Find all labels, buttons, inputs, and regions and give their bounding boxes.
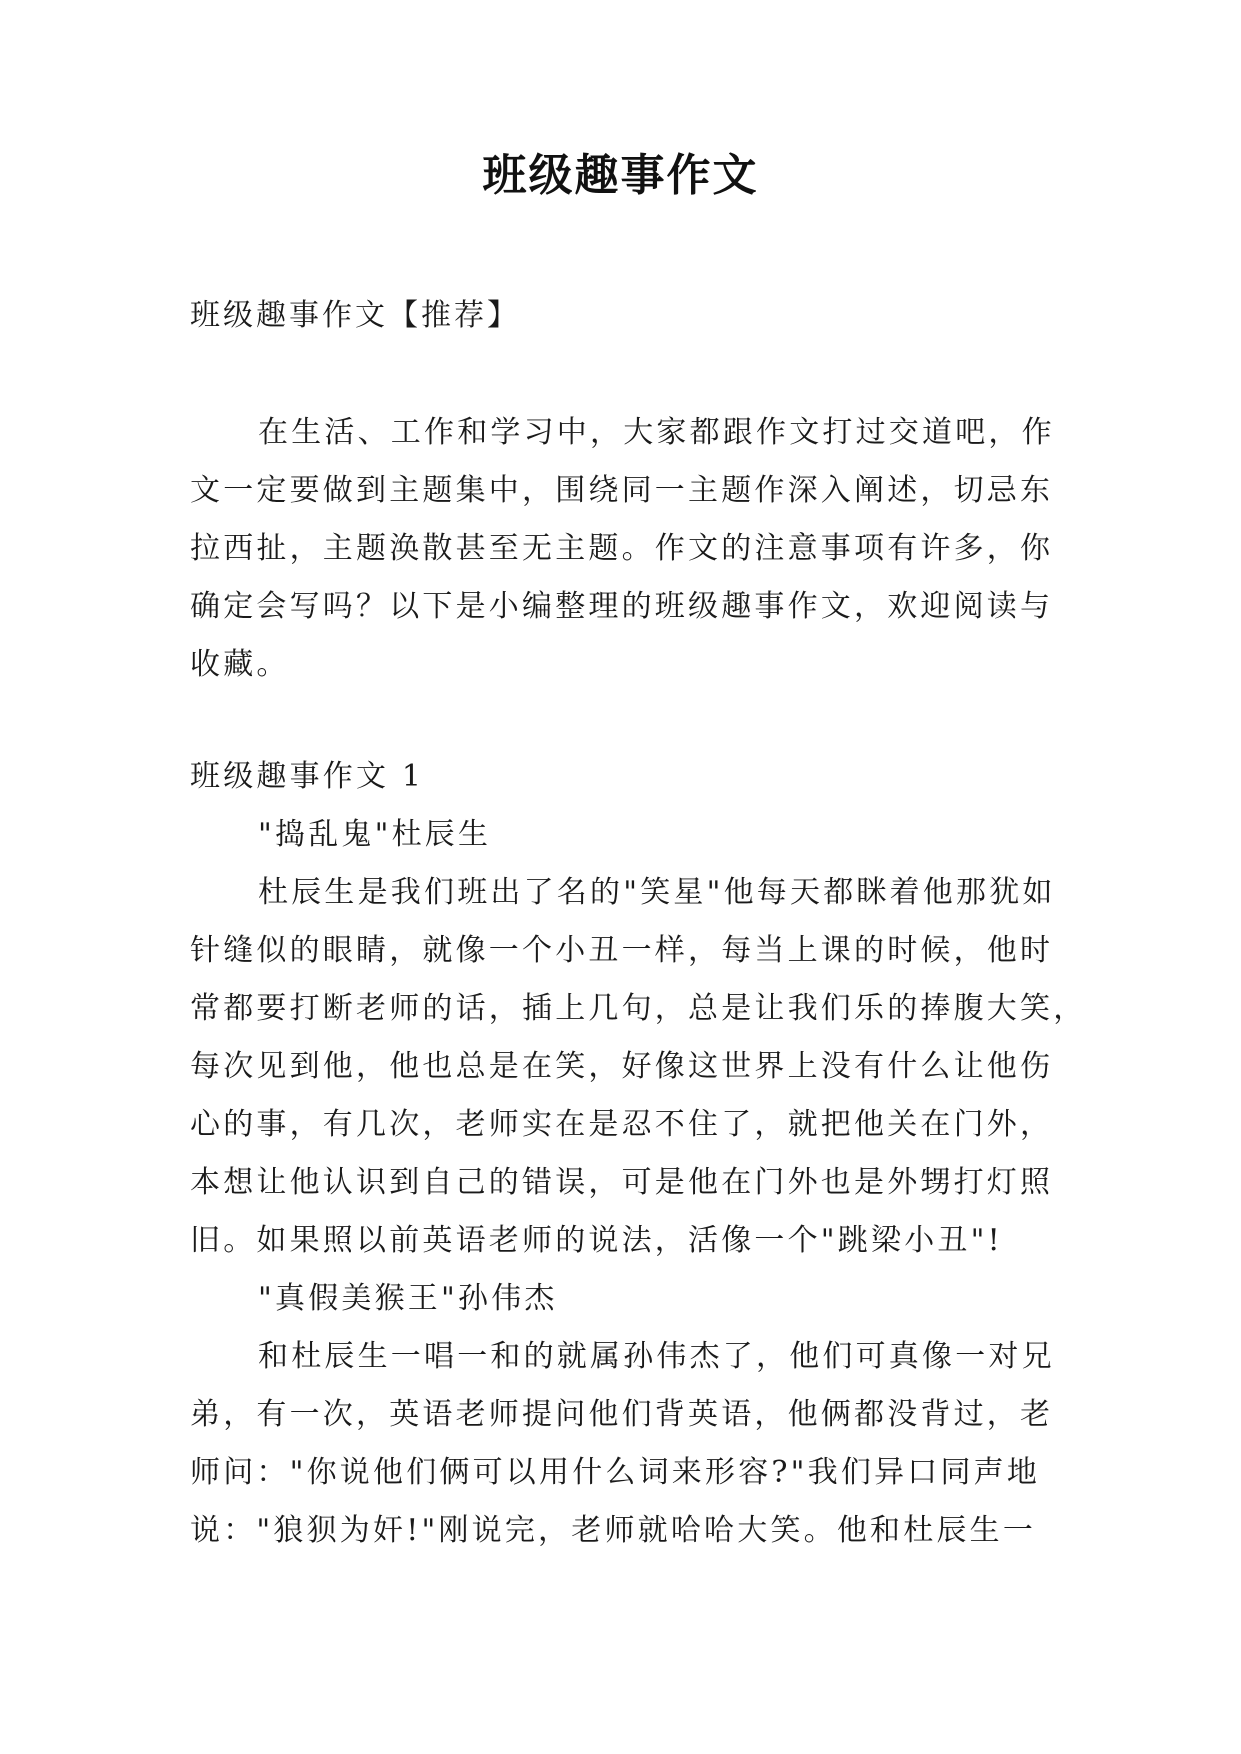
section-1 [190,748,1087,1560]
paragraph-line: 本想让他认识到自己的错误，可是他在门外也是外甥打灯照 [190,1165,1054,1200]
paragraph-line: 旧。如果照以前英语老师的说法，活像一个"跳梁小丑"! [190,1223,1003,1258]
paragraph-line: 针缝似的眼睛，就像一个小丑一样，每当上课的时候，他时 [190,933,1054,968]
paragraph-line: 心的事，有几次，老师实在是忍不住了，就把他关在门外， [190,1107,1054,1142]
subheading-line: "捣乱鬼"杜辰生 [258,817,492,852]
paragraph-line: 在生活、工作和学习中，大家都跟作文打过交道吧，作 [258,415,1055,450]
paragraph-line: 和杜辰生一唱一和的就属孙伟杰了，他们可真像一对兄 [258,1339,1055,1374]
paragraph-line: 师问："你说他们俩可以用什么词来形容?"我们异口同声地 [190,1455,1041,1490]
section-heading: 班级趣事作文 1 [190,759,425,794]
document-subtitle: 班级趣事作文【推荐】 [190,298,520,333]
paragraph-line: 弟，有一次，英语老师提问他们背英语，他俩都没背过，老 [190,1397,1054,1432]
document-title: 班级趣事作文 [482,150,759,201]
paragraph-line: 确定会写吗？以下是小编整理的班级趣事作文，欢迎阅读与 [190,589,1054,624]
paragraph-line: 杜辰生是我们班出了名的"笑星"他每天都眯着他那犹如 [258,875,1056,910]
paragraph-line: 每次见到他，他也总是在笑，好像这世界上没有什么让他伤 [190,1049,1054,1084]
paragraph-line: 文一定要做到主题集中，围绕同一主题作深入阐述，切忌东 [190,473,1054,508]
subheading-line: "真假美猴王"孙伟杰 [258,1281,558,1316]
paragraph-line: 说："狼狈为奸!"刚说完，老师就哈哈大笑。他和杜辰生一 [190,1513,1037,1548]
paragraph-line: 拉西扯，主题涣散甚至无主题。作文的注意事项有许多，你 [190,531,1054,566]
paragraph-line: 常都要打断老师的话，插上几句，总是让我们乐的捧腹大笑， [190,991,1087,1026]
paragraph-line: 收藏。 [190,647,290,682]
intro-paragraph [190,404,1070,694]
